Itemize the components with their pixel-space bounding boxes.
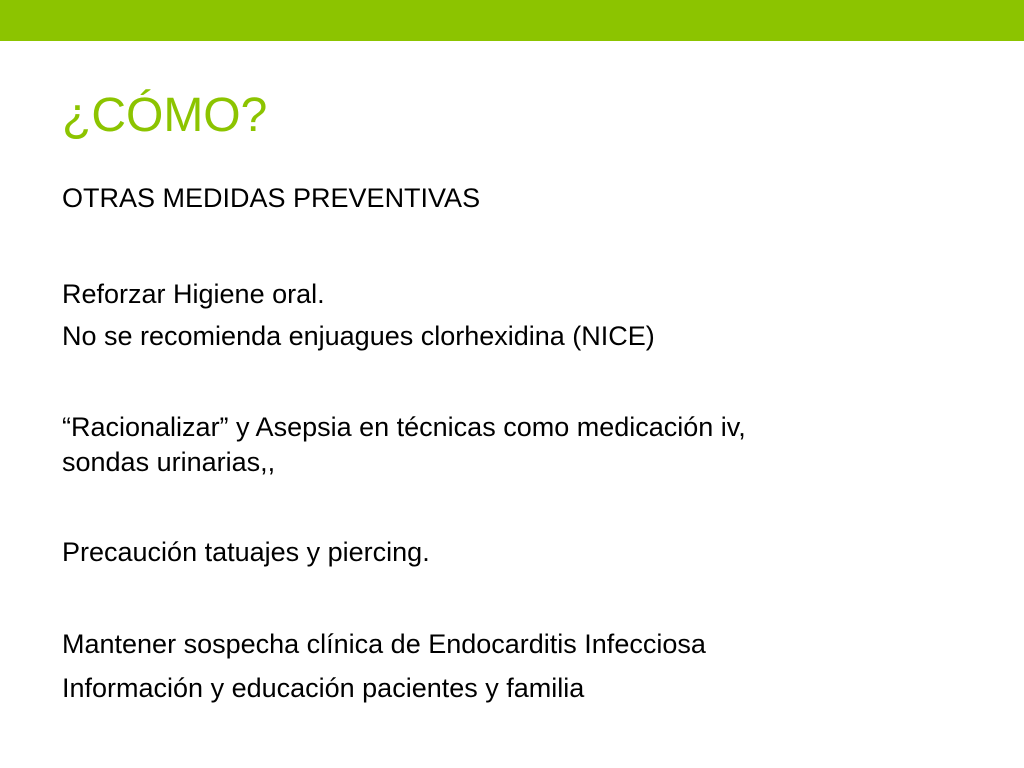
text-line: Precaución tatuajes y piercing. <box>62 537 430 567</box>
text-line: “Racionalizar” y Asepsia en técnicas como medicación iv, <box>62 412 746 442</box>
accent-top-bar <box>0 0 1024 41</box>
text-line: sondas urinarias,, <box>62 447 276 477</box>
text-line: Mantener sospecha clínica de Endocarditis Infecciosa <box>62 629 706 659</box>
text-line: No se recomienda enjuagues clorhexidina (NICE) <box>62 321 655 351</box>
section-heading: OTRAS MEDIDAS PREVENTIVAS <box>62 183 481 213</box>
text-line: Información y educación pacientes y familia <box>62 673 585 703</box>
slide-title: ¿CÓMO? <box>62 89 268 142</box>
text-line: Reforzar Higiene oral. <box>62 279 325 309</box>
